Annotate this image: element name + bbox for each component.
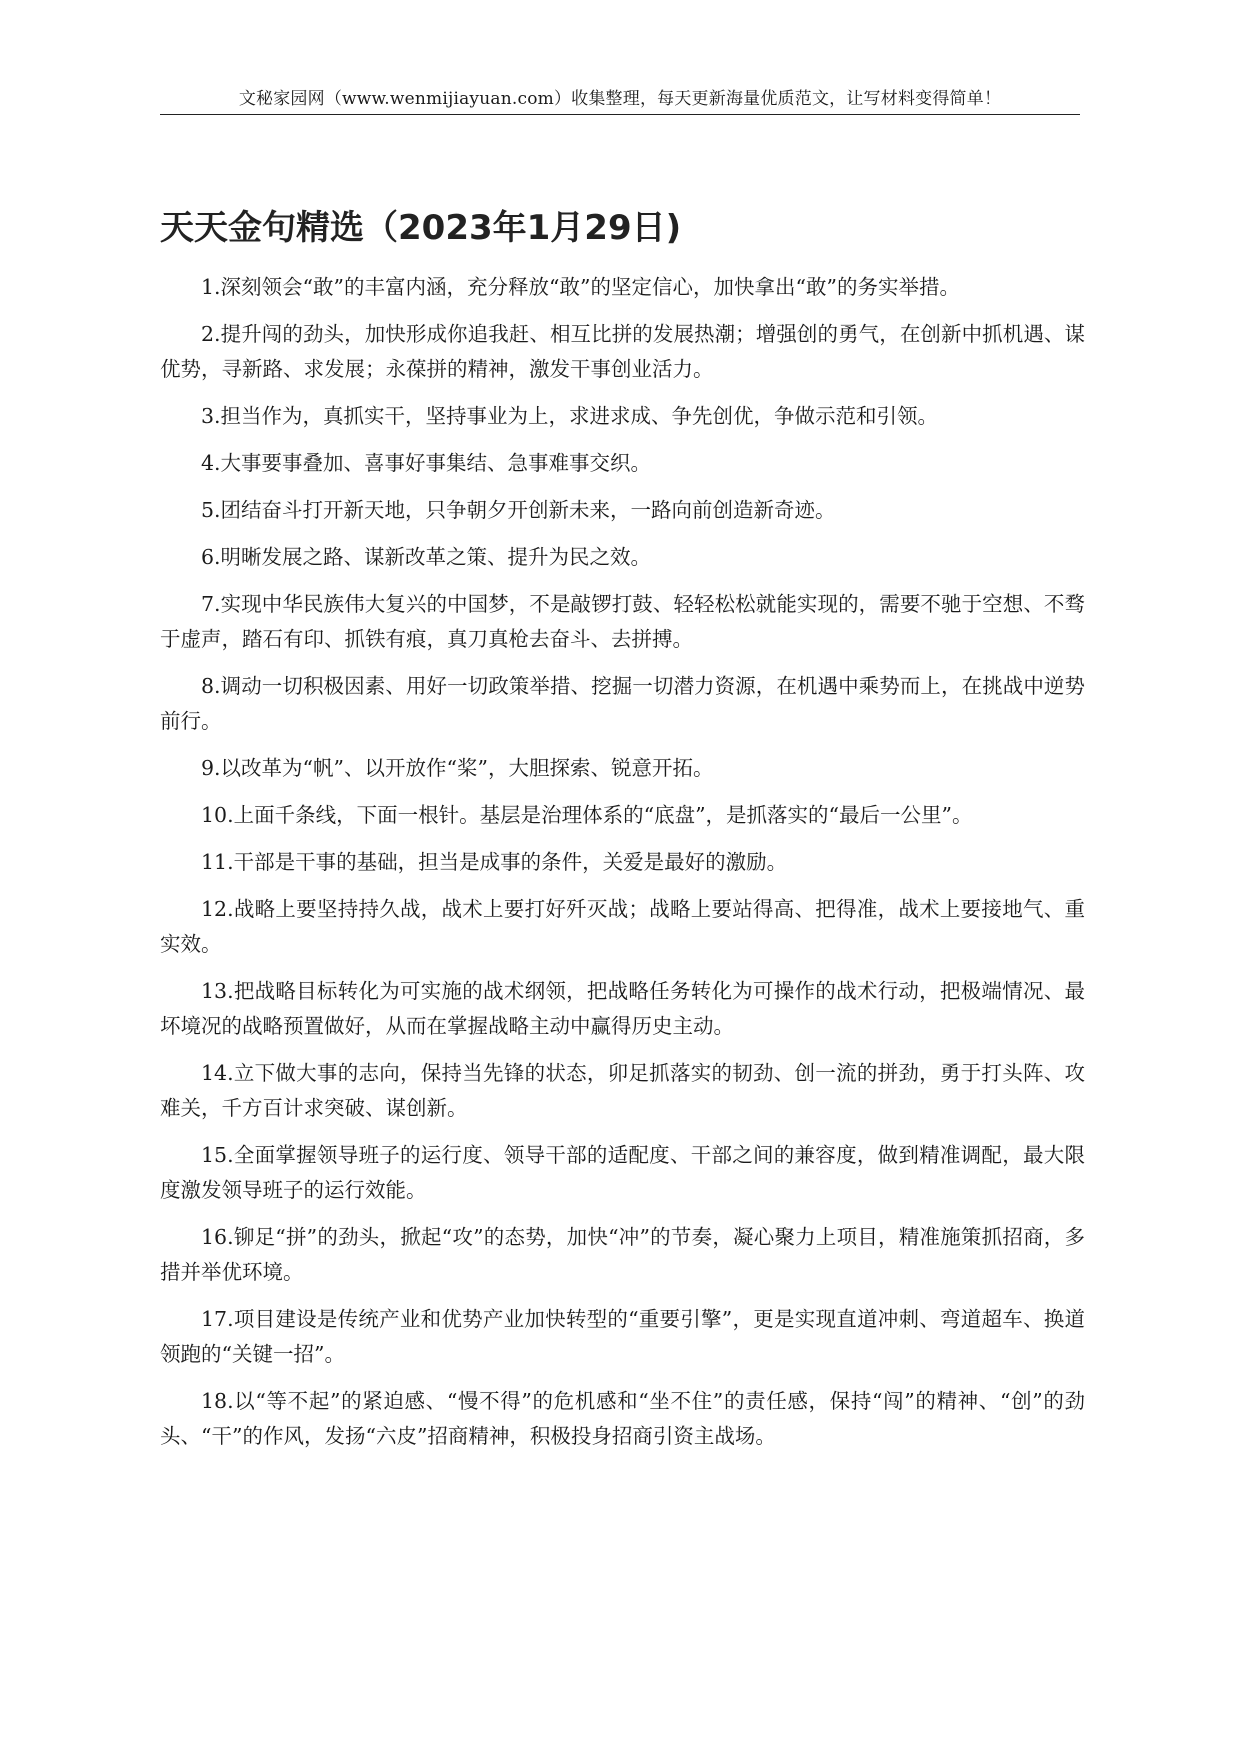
quote-item: 16.铆足“拼”的劲头，掀起“攻”的态势，加快“冲”的节奏，凝心聚力上项目，精准施策抓招商，多措并举优环境。 xyxy=(160,1225,1085,1284)
quote-item: 10.上面千条线，下面一根针。基层是治理体系的“底盘”，是抓落实的“最后一公里”。 xyxy=(201,803,973,827)
quote-item: 15.全面掌握领导班子的运行度、领导干部的适配度、干部之间的兼容度，做到精准调配，最大限度激发领导班子的运行效能。 xyxy=(160,1143,1085,1202)
header-text: 文秘家园网（www.wenmijiayuan.com）收集整理，每天更新海量优质范文，让写材料变得简单！ xyxy=(238,89,1002,109)
quote-item: 11.干部是干事的基础，担当是成事的条件，关爱是最好的激励。 xyxy=(201,850,788,874)
quote-item: 18.以“等不起”的紧迫感、“慢不得”的危机感和“坐不住”的责任感，保持“闯”的精神、“创”的劲头、“干”的作风，发扬“六皮”招商精神，积极投身招商引资主战场。 xyxy=(160,1389,1085,1448)
page-header xyxy=(160,84,1080,115)
quote-item: 5.团结奋斗打开新天地，只争朝夕开创新未来，一路向前创造新奇迹。 xyxy=(201,498,836,522)
quote-item: 7.实现中华民族伟大复兴的中国梦，不是敲锣打鼓、轻轻松松就能实现的，需要不驰于空想、不骛于虚声，踏石有印、抓铁有痕，真刀真枪去奋斗、去拼搏。 xyxy=(160,592,1085,651)
quote-item: 9.以改革为“帆”、以开放作“桨”，大胆探索、锐意开拓。 xyxy=(201,756,714,780)
document-title: 天天金句精选（2023年1月29日) xyxy=(160,208,682,248)
quote-item: 2.提升闯的劲头，加快形成你追我赶、相互比拼的发展热潮；增强创的勇气，在创新中抓机遇、谋优势，寻新路、求发展；永葆拼的精神，激发干事创业活力。 xyxy=(160,322,1085,381)
quote-item: 12.战略上要坚持持久战，战术上要打好歼灭战；战略上要站得高、把得准，战术上要接地气、重实效。 xyxy=(160,897,1085,956)
quote-list xyxy=(160,270,1085,1466)
quote-item: 3.担当作为，真抓实干，坚持事业为上，求进求成、争先创优，争做示范和引领。 xyxy=(201,404,939,428)
quote-item: 13.把战略目标转化为可实施的战术纲领，把战略任务转化为可操作的战术行动，把极端情况、最坏境况的战略预置做好，从而在掌握战略主动中赢得历史主动。 xyxy=(160,979,1085,1038)
quote-item: 17.项目建设是传统产业和优势产业加快转型的“重要引擎”，更是实现直道冲刺、弯道超车、换道领跑的“关键一招”。 xyxy=(160,1307,1085,1366)
quote-item: 6.明晰发展之路、谋新改革之策、提升为民之效。 xyxy=(201,545,652,569)
quote-item: 4.大事要事叠加、喜事好事集结、急事难事交织。 xyxy=(201,451,652,475)
quote-item: 14.立下做大事的志向，保持当先锋的状态，卯足抓落实的韧劲、创一流的拼劲，勇于打头阵、攻难关，千方百计求突破、谋创新。 xyxy=(160,1061,1085,1120)
quote-item: 8.调动一切积极因素、用好一切政策举措、挖掘一切潜力资源，在机遇中乘势而上，在挑战中逆势前行。 xyxy=(160,674,1085,733)
quote-item: 1.深刻领会“敢”的丰富内涵，充分释放“敢”的坚定信心，加快拿出“敢”的务实举措。 xyxy=(201,275,960,299)
